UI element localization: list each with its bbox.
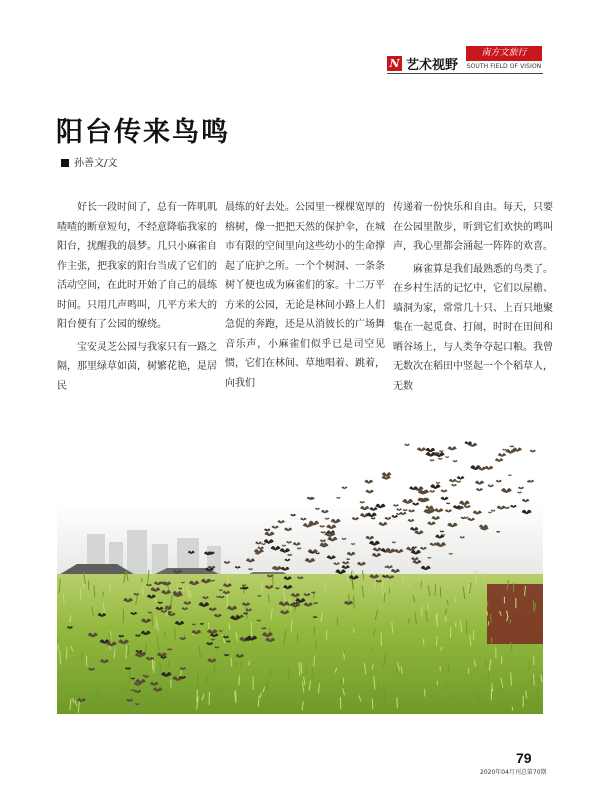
issue-info: 2020年04月刊总第70期 [480, 769, 547, 776]
paragraph: 晨练的好去处。公园里一棵棵宽厚的榕树，像一把把天然的保护伞，在城市有限的空间里向这些幼小的生命撑起了庇护之所。一个个树洞、一条条树丫便也成为麻雀们的家。十二万平方米的公园，无论是林间小路上人们急促的奔跑，还是从消彼长的广场舞音乐声，小麻雀们似乎已是司空见惯，它们在林间、草地唱着、跳着，向我们 [225, 202, 385, 389]
author-name: 孙善文/文 [74, 158, 118, 169]
paragraph: 传递着一份快乐和自由。每天，只要在公园里散步，听到它们欢快的鸣叫声，我心里都会涌起一阵阵的欢喜。 [393, 202, 553, 252]
rice-stalk [241, 661, 242, 667]
paragraph: 宝安灵芝公园与我家只有一路之隔，那里绿草如茵，树繁花艳，是居民 [57, 341, 217, 392]
text-column-2 [225, 198, 385, 396]
rice-stalk [347, 575, 348, 583]
text-column-1 [57, 198, 217, 399]
byline-square-icon [61, 159, 69, 167]
rice-stalk [539, 676, 540, 685]
rice-stalk [58, 644, 59, 649]
brand-english: SOUTH FIELD OF VISION [466, 63, 542, 70]
rice-stalk [326, 630, 327, 639]
rice-stalk [435, 584, 436, 596]
rice-stalk [152, 613, 153, 626]
article-title: 阳台传来鸟鸣 [56, 117, 230, 148]
rice-stalk [63, 703, 64, 708]
rice-stalk [409, 618, 410, 623]
rice-stalk [63, 594, 64, 603]
paragraph: 麻雀算是我们最熟悉的鸟类了。在乡村生活的记忆中，它们以屋檐、墙洞为家，常常几十只、上百只地聚集在一起觅食、打闹，时时在田间和晒谷场上，与人类争夺起口粮。我曾无数次在稻田中竖起一个个稻草人，无数 [393, 263, 553, 392]
section-header [387, 46, 543, 78]
rice-stalk [484, 573, 485, 580]
section-title: 艺术视野 [406, 58, 459, 73]
rice-stalk [229, 623, 230, 629]
magazine-logo: N [387, 56, 402, 71]
article-byline [61, 154, 117, 169]
rice-stalk [154, 661, 155, 673]
header-divider [387, 73, 543, 74]
rice-stalk [206, 675, 207, 685]
rice-stalk [197, 690, 198, 702]
text-column-3 [393, 198, 553, 399]
rice-stalk [501, 656, 502, 664]
rice-stalk [513, 583, 514, 592]
rice-stalk [473, 630, 474, 640]
sparrow-flock-photo [57, 434, 543, 714]
rice-stalk [314, 655, 315, 666]
photo-illustration [57, 434, 543, 714]
rice-stalk [316, 641, 317, 649]
page-number: 79 [516, 750, 532, 766]
rice-stalk [159, 704, 160, 710]
rice-stalk [511, 672, 512, 685]
rice-stalk [372, 699, 373, 709]
paragraph: 好长一段时间了，总有一阵叽叽喳喳的断章短句，不经意降临我家的阳台，扰醒我的晨梦。几只小麻雀自作主张，把我家的阳台当成了它们的活动空间，在此时开始了自己的晨练时间。只用几声鸣叫，几平方米大的阳台便有了公园的缭绕。 [57, 202, 217, 330]
brand-banner: 南方文旅行 [466, 46, 542, 61]
roof-corner [487, 584, 543, 644]
